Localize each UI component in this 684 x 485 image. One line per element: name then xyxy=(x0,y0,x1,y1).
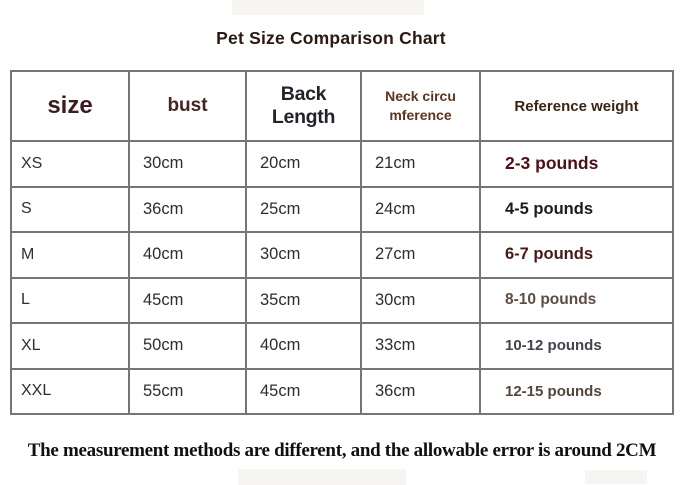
cell-bust: 55cm xyxy=(129,369,246,415)
cell-weight: 6-7 pounds xyxy=(480,232,673,278)
table-row-xxl xyxy=(11,369,673,415)
column-header-reference-weight: Reference weight xyxy=(480,71,673,141)
watermark-block-top xyxy=(232,0,424,15)
cell-neck: 33cm xyxy=(361,323,480,369)
cell-weight: 4-5 pounds xyxy=(480,187,673,233)
cell-bust: 45cm xyxy=(129,278,246,324)
cell-weight: 8-10 pounds xyxy=(480,278,673,324)
table-header-row xyxy=(11,71,673,141)
table-row-s xyxy=(11,187,673,233)
cell-bust: 50cm xyxy=(129,323,246,369)
cell-weight: 12-15 pounds xyxy=(480,369,673,415)
cell-back-length: 45cm xyxy=(246,369,361,415)
cell-weight: 2-3 pounds xyxy=(480,141,673,187)
page-title: Pet Size Comparison Chart xyxy=(216,28,446,48)
cell-bust: 36cm xyxy=(129,187,246,233)
cell-neck: 21cm xyxy=(361,141,480,187)
cell-bust: 40cm xyxy=(129,232,246,278)
table-row-m xyxy=(11,232,673,278)
table-row-xl xyxy=(11,323,673,369)
cell-back-length: 30cm xyxy=(246,232,361,278)
column-header-size: size xyxy=(11,71,129,141)
cell-back-length: 20cm xyxy=(246,141,361,187)
cell-back-length: 35cm xyxy=(246,278,361,324)
column-header-neck-circumference: Neck circu mference xyxy=(361,71,480,141)
cell-size: L xyxy=(11,278,129,324)
cell-size: XXL xyxy=(11,369,129,415)
cell-size: XL xyxy=(11,323,129,369)
watermark-block-bottom-right xyxy=(585,470,647,484)
cell-neck: 36cm xyxy=(361,369,480,415)
column-header-back-length: Back Length xyxy=(246,71,361,141)
cell-neck: 24cm xyxy=(361,187,480,233)
cell-back-length: 40cm xyxy=(246,323,361,369)
cell-back-length: 25cm xyxy=(246,187,361,233)
watermark-block-bottom xyxy=(238,469,406,485)
pet-size-table xyxy=(10,70,674,415)
cell-size: M xyxy=(11,232,129,278)
cell-weight: 10-12 pounds xyxy=(480,323,673,369)
table-row-xs xyxy=(11,141,673,187)
measurement-disclaimer: The measurement methods are different, and the allowable error is around 2CM xyxy=(27,440,657,461)
cell-size: XS xyxy=(11,141,129,187)
cell-neck: 30cm xyxy=(361,278,480,324)
column-header-bust: bust xyxy=(129,71,246,141)
cell-size: S xyxy=(11,187,129,233)
table-row-l xyxy=(11,278,673,324)
cell-bust: 30cm xyxy=(129,141,246,187)
cell-neck: 27cm xyxy=(361,232,480,278)
